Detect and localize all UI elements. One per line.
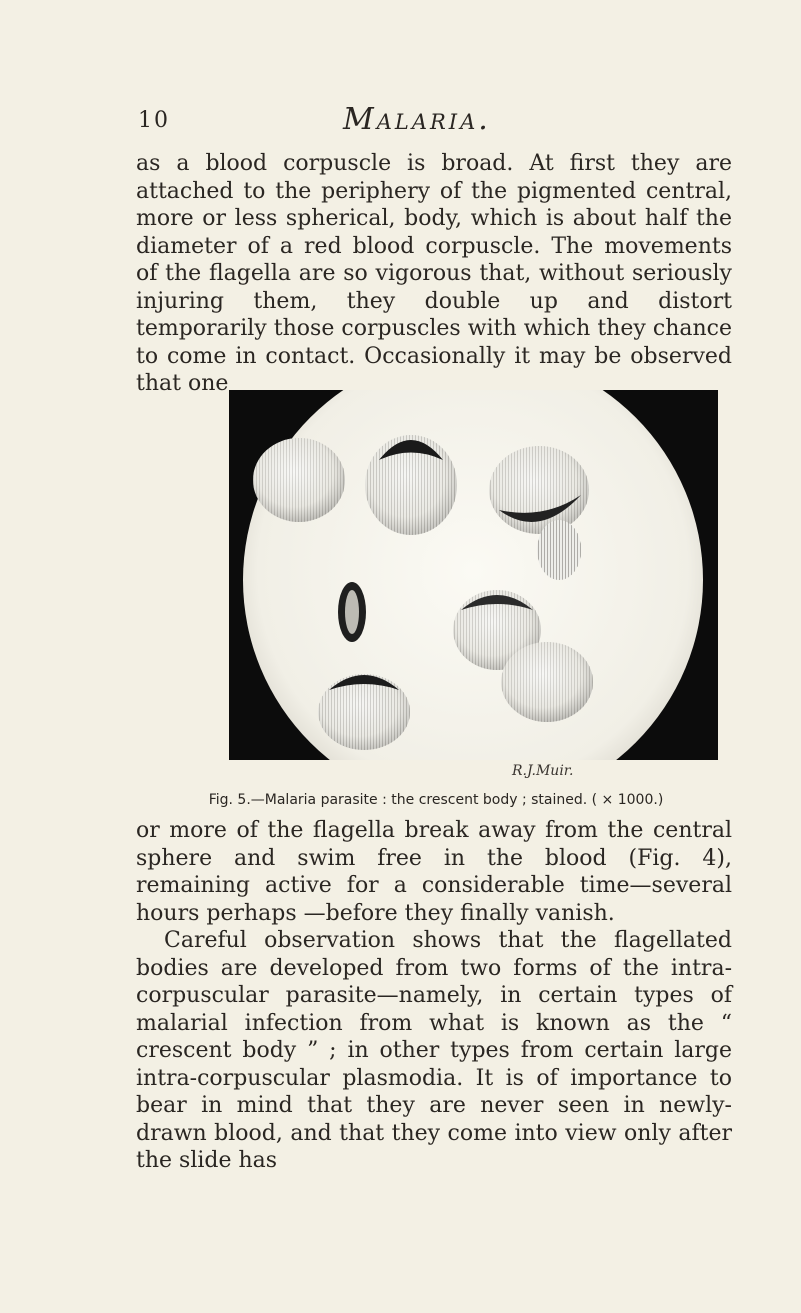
illustrator-signature: R.J.Muir. [512, 763, 574, 779]
micrograph-illustration [229, 390, 718, 760]
blood-corpuscle [501, 642, 593, 722]
figure-caption: Fig. 5.—Malaria parasite : the crescent body ; stained. ( × 1000.) [208, 792, 664, 808]
page-header [138, 102, 738, 148]
text-block-top [136, 150, 732, 398]
blood-corpuscle [253, 438, 345, 522]
running-title: Malaria. [343, 102, 491, 137]
figure-micrograph [229, 390, 718, 760]
paragraph: Careful observation shows that the flagellated bodies are developed from two forms of the intra-corpuscular parasite—namely, in certain types of malarial infection from what is known as the “ crescent body ” ; in other types from certain large intra-corpuscular plasmodia. It is of importance to bear in mind that they are never seen in newly-drawn blood, and that they come into view only after the slide has [136, 928, 732, 1173]
text-block-bottom [136, 817, 732, 1175]
crescent-body [365, 435, 457, 535]
crescent-body [318, 674, 410, 750]
page-number: 10 [138, 108, 170, 133]
blood-corpuscle [537, 520, 581, 580]
blood-corpuscle [489, 446, 589, 534]
paragraph: as a blood corpuscle is broad. At first they are attached to the periphery of the pigmented central, more or less spherical, body, which is about half the diameter of a red blood corpuscle. The movements of the flagella are so vigorous that, without seriously injuring them, they double up and distort temporarily those corpuscles with which they chance to come in contact. Occasionally it may be observed that one [136, 151, 732, 396]
paragraph: or more of the flagella break away from the central sphere and swim free in the blood (Fig. 4), remaining active for a considerable time—several hours perhaps —before they finally vanish. [136, 818, 732, 926]
crescent-body [338, 582, 366, 642]
